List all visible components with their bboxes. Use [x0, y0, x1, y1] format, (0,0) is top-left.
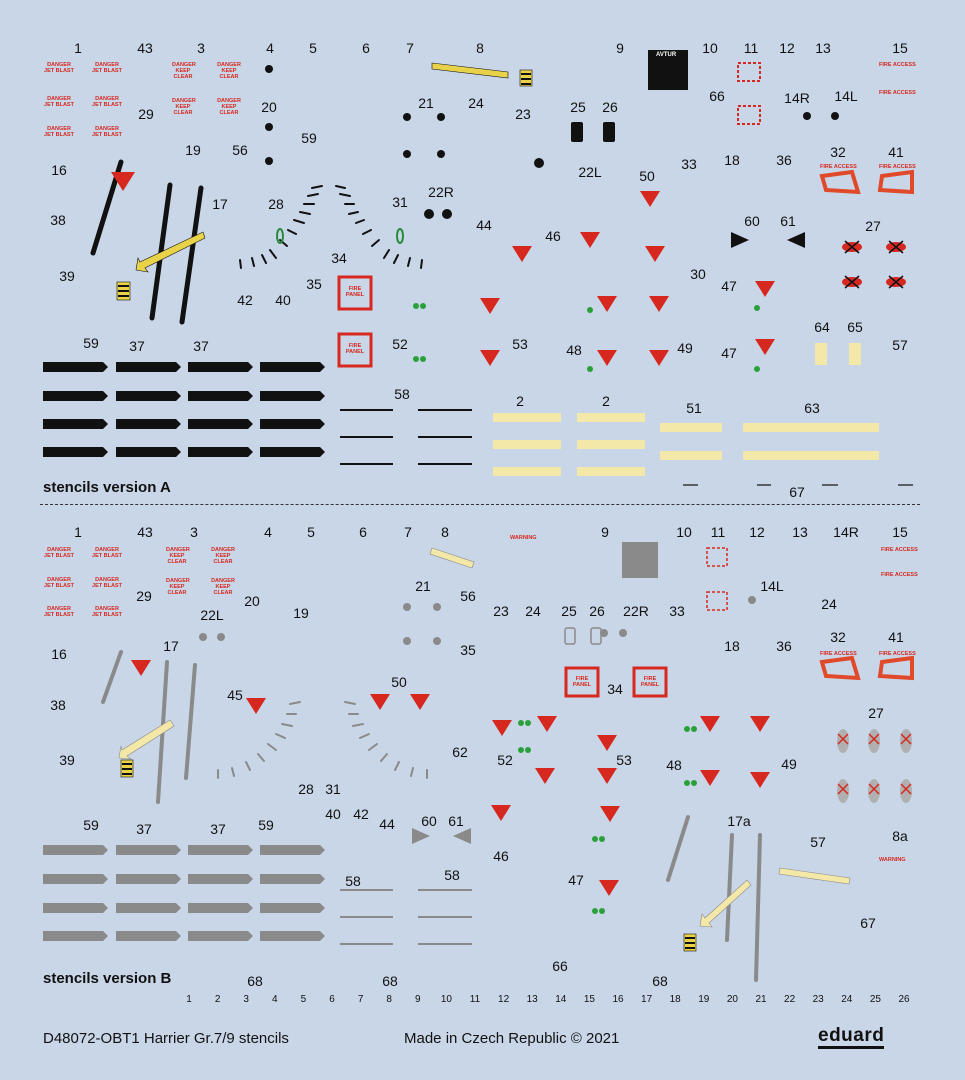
column-number: 3	[243, 994, 249, 1005]
decal-number: 59	[301, 130, 317, 146]
danger-jet-blast-stencil: DANGER JET BLAST	[44, 606, 74, 618]
version-a-label: stencils version A	[43, 479, 171, 496]
decal-number: 52	[392, 336, 408, 352]
product-code: D48072-OBT1 Harrier Gr.7/9 stencils	[43, 1030, 289, 1047]
decal-number: 67	[860, 915, 876, 931]
decal-number: 28	[268, 196, 284, 212]
decal-number: 7	[404, 524, 412, 540]
decal-number: 47	[721, 345, 737, 361]
decal-number: 17	[212, 196, 228, 212]
column-number: 19	[698, 994, 710, 1005]
fire-access-stencil: FIRE ACCESS	[879, 651, 916, 657]
decal-number: 64	[814, 319, 830, 335]
decal-number: 21	[418, 95, 434, 111]
danger-jet-blast-stencil: DANGER JET BLAST	[92, 577, 122, 589]
danger-keep-clear-stencil: DANGER KEEP CLEAR	[211, 578, 235, 596]
column-number: 11	[469, 994, 481, 1005]
danger-keep-clear-stencil: DANGER KEEP CLEAR	[166, 547, 190, 565]
decal-number: 58	[394, 386, 410, 402]
decal-number: 40	[325, 806, 341, 822]
column-number: 8	[386, 994, 392, 1005]
danger-jet-blast-stencil: DANGER JET BLAST	[92, 547, 122, 559]
danger-keep-clear-stencil: DANGER KEEP CLEAR	[217, 98, 241, 116]
column-number: 21	[755, 994, 767, 1005]
fire-access-stencil: FIRE ACCESS	[820, 164, 857, 170]
decal-number: 41	[888, 144, 904, 160]
decal-number: 15	[892, 40, 908, 56]
decal-number: 66	[552, 958, 568, 974]
danger-keep-clear-stencil: DANGER KEEP CLEAR	[217, 62, 241, 80]
decal-number: 50	[391, 674, 407, 690]
decal-number: 53	[512, 336, 528, 352]
fire-access-stencil: FIRE ACCESS	[820, 651, 857, 657]
decal-number: 26	[589, 603, 605, 619]
fire-panel-stencil: FIRE PANEL	[345, 343, 365, 355]
decal-number: 59	[83, 817, 99, 833]
decal-number: 57	[810, 834, 826, 850]
danger-keep-clear-stencil: DANGER KEEP CLEAR	[172, 62, 196, 80]
decal-number: 47	[721, 278, 737, 294]
decal-number: 11	[743, 40, 759, 56]
decal-number: 8	[441, 524, 449, 540]
decal-number: 3	[190, 524, 198, 540]
decal-number: 13	[792, 524, 808, 540]
decal-number: 25	[561, 603, 577, 619]
decal-number: 57	[892, 337, 908, 353]
column-number: 15	[583, 994, 595, 1005]
decal-number: 35	[306, 276, 322, 292]
decal-number: 18	[724, 638, 740, 654]
decal-number: 23	[493, 603, 509, 619]
decal-number: 28	[298, 781, 314, 797]
decal-number: 37	[136, 821, 152, 837]
decal-number: 14L	[760, 578, 784, 594]
decal-number: 17a	[727, 813, 751, 829]
danger-keep-clear-stencil: DANGER KEEP CLEAR	[166, 578, 190, 596]
decal-number: 22R	[623, 603, 649, 619]
fire-panel-stencil: FIRE PANEL	[640, 676, 660, 688]
decal-number: 1	[74, 524, 82, 540]
decal-number: 43	[137, 524, 153, 540]
danger-jet-blast-stencil: DANGER JET BLAST	[92, 606, 122, 618]
decal-number: 23	[515, 106, 531, 122]
decal-number: 48	[666, 757, 682, 773]
decal-number: 9	[616, 40, 624, 56]
danger-jet-blast-stencil: DANGER JET BLAST	[44, 577, 74, 589]
column-number: 1	[186, 994, 192, 1005]
decal-number: 38	[50, 697, 66, 713]
decal-number: 43	[137, 40, 153, 56]
decal-number: 4	[266, 40, 274, 56]
decal-number: 60	[744, 213, 760, 229]
decal-number: 49	[781, 756, 797, 772]
decal-number: 37	[193, 338, 209, 354]
decal-number: 12	[749, 524, 765, 540]
decal-number: 61	[448, 813, 464, 829]
column-number: 24	[841, 994, 853, 1005]
version-b-label: stencils version B	[43, 970, 172, 987]
fire-panel-stencil: FIRE PANEL	[572, 676, 592, 688]
decal-number: 4	[264, 524, 272, 540]
column-number: 25	[869, 994, 881, 1005]
decal-number: 32	[830, 629, 846, 645]
decal-number: 5	[307, 524, 315, 540]
decal-number: 39	[59, 268, 75, 284]
section-divider	[40, 504, 920, 505]
decal-number: 22R	[428, 184, 454, 200]
decal-number: 41	[888, 629, 904, 645]
decal-number: 13	[815, 40, 831, 56]
decal-number: 58	[444, 867, 460, 883]
decal-number: 39	[59, 752, 75, 768]
decal-number: 33	[669, 603, 685, 619]
decal-number: 8a	[892, 828, 908, 844]
fire-access-stencil: FIRE ACCESS	[879, 62, 916, 68]
decal-number: 59	[258, 817, 274, 833]
decal-number: 44	[379, 816, 395, 832]
danger-jet-blast-stencil: DANGER JET BLAST	[44, 547, 74, 559]
decal-number: 56	[460, 588, 476, 604]
decal-number: 17	[163, 638, 179, 654]
decal-number: 61	[780, 213, 796, 229]
decal-number: 31	[392, 194, 408, 210]
decal-number: 65	[847, 319, 863, 335]
decal-number: 10	[676, 524, 692, 540]
decal-number: 9	[601, 524, 609, 540]
decal-number: 33	[681, 156, 697, 172]
decal-number: 18	[724, 152, 740, 168]
danger-jet-blast-stencil: DANGER JET BLAST	[92, 96, 122, 108]
decal-number: 59	[83, 335, 99, 351]
decal-number: 25	[570, 99, 586, 115]
decal-number: 24	[468, 95, 484, 111]
decal-number: 15	[892, 524, 908, 540]
decal-number: 35	[460, 642, 476, 658]
column-number: 5	[300, 994, 307, 1005]
avtur-stencil: AVTUR	[656, 52, 677, 58]
decal-number: 38	[50, 212, 66, 228]
decal-number: 62	[452, 744, 468, 760]
decal-number: 31	[325, 781, 341, 797]
made-in-note: Made in Czech Republic © 2021	[404, 1030, 620, 1047]
decal-number: 36	[776, 152, 792, 168]
decal-number: 52	[497, 752, 513, 768]
decal-number: 51	[686, 400, 702, 416]
decal-number: 29	[138, 106, 154, 122]
decal-number: 10	[702, 40, 718, 56]
fire-panel-stencil: FIRE PANEL	[345, 286, 365, 298]
decal-number: 34	[607, 681, 623, 697]
column-number: 20	[726, 994, 738, 1005]
decal-number: 56	[232, 142, 248, 158]
decal-number: 68	[382, 973, 398, 989]
column-number: 6	[329, 994, 335, 1005]
decal-number: 63	[804, 400, 820, 416]
decal-number: 20	[261, 99, 277, 115]
decal-number: 34	[331, 250, 347, 266]
column-number: 26	[898, 994, 910, 1005]
decal-number: 21	[415, 578, 431, 594]
column-number: 18	[669, 994, 681, 1005]
decal-number: 26	[602, 99, 618, 115]
warning-stencil: WARNING	[510, 535, 537, 541]
fire-access-stencil: FIRE ACCESS	[879, 90, 916, 96]
decal-number: 66	[709, 88, 725, 104]
decal-number: 53	[616, 752, 632, 768]
column-number: 9	[415, 994, 421, 1005]
danger-keep-clear-stencil: DANGER KEEP CLEAR	[172, 98, 196, 116]
decal-number: 22L	[200, 607, 224, 623]
danger-jet-blast-stencil: DANGER JET BLAST	[44, 62, 74, 74]
decal-number: 3	[197, 40, 205, 56]
decal-number: 58	[345, 873, 361, 889]
danger-jet-blast-stencil: DANGER JET BLAST	[92, 62, 122, 74]
column-number: 4	[272, 994, 278, 1005]
decal-number: 16	[51, 162, 67, 178]
decal-number: 6	[359, 524, 367, 540]
decal-number: 12	[779, 40, 795, 56]
column-number: 12	[498, 994, 510, 1005]
decal-number: 37	[210, 821, 226, 837]
decal-number: 2	[602, 393, 610, 409]
danger-keep-clear-stencil: DANGER KEEP CLEAR	[211, 547, 235, 565]
decal-number: 5	[309, 40, 317, 56]
decal-number: 46	[545, 228, 561, 244]
brand-logo: eduard	[818, 1026, 884, 1049]
fire-access-stencil: FIRE ACCESS	[879, 164, 916, 170]
decal-number: 6	[362, 40, 370, 56]
decal-number: 11	[710, 524, 726, 540]
fire-access-stencil: FIRE ACCESS	[881, 547, 918, 553]
fire-access-stencil: FIRE ACCESS	[881, 572, 918, 578]
decal-number: 19	[293, 605, 309, 621]
danger-jet-blast-stencil: DANGER JET BLAST	[92, 126, 122, 138]
decal-number: 20	[244, 593, 260, 609]
column-number: 16	[612, 994, 624, 1005]
decal-number: 24	[821, 596, 837, 612]
decal-number: 29	[136, 588, 152, 604]
decal-number: 44	[476, 217, 492, 233]
column-number: 13	[526, 994, 538, 1005]
decal-number: 14R	[784, 90, 810, 106]
decal-number: 27	[868, 705, 884, 721]
decal-number: 8	[476, 40, 484, 56]
decal-number: 68	[652, 973, 668, 989]
decal-number: 40	[275, 292, 291, 308]
column-number: 2	[214, 994, 221, 1005]
danger-jet-blast-stencil: DANGER JET BLAST	[44, 96, 74, 108]
column-number: 14	[555, 994, 567, 1005]
decal-number: 37	[129, 338, 145, 354]
decal-number: 19	[185, 142, 201, 158]
column-number: 10	[440, 994, 452, 1005]
decal-number: 22L	[578, 164, 602, 180]
decal-number: 14R	[833, 524, 859, 540]
decal-number: 47	[568, 872, 584, 888]
decal-number: 7	[406, 40, 414, 56]
decal-number: 60	[421, 813, 437, 829]
danger-jet-blast-stencil: DANGER JET BLAST	[44, 126, 74, 138]
decal-number: 2	[516, 393, 524, 409]
warning-stencil: WARNING	[879, 857, 906, 863]
decal-number: 16	[51, 646, 67, 662]
column-number: 23	[812, 994, 824, 1005]
decal-number: 67	[789, 484, 805, 500]
column-number: 22	[784, 994, 796, 1005]
decal-number: 24	[525, 603, 541, 619]
decal-number: 49	[677, 340, 693, 356]
decal-number: 42	[237, 292, 253, 308]
decal-number: 1	[74, 40, 82, 56]
decal-number: 27	[865, 218, 881, 234]
decal-number: 42	[353, 806, 369, 822]
column-number: 17	[641, 994, 653, 1005]
decal-number: 32	[830, 144, 846, 160]
decal-number: 50	[639, 168, 655, 184]
decal-number: 45	[227, 687, 243, 703]
decal-number: 68	[247, 973, 263, 989]
decal-number: 48	[566, 342, 582, 358]
decal-number: 46	[493, 848, 509, 864]
column-number: 7	[357, 994, 364, 1005]
decal-number: 36	[776, 638, 792, 654]
decal-number: 14L	[834, 88, 858, 104]
decal-number: 30	[690, 266, 706, 282]
